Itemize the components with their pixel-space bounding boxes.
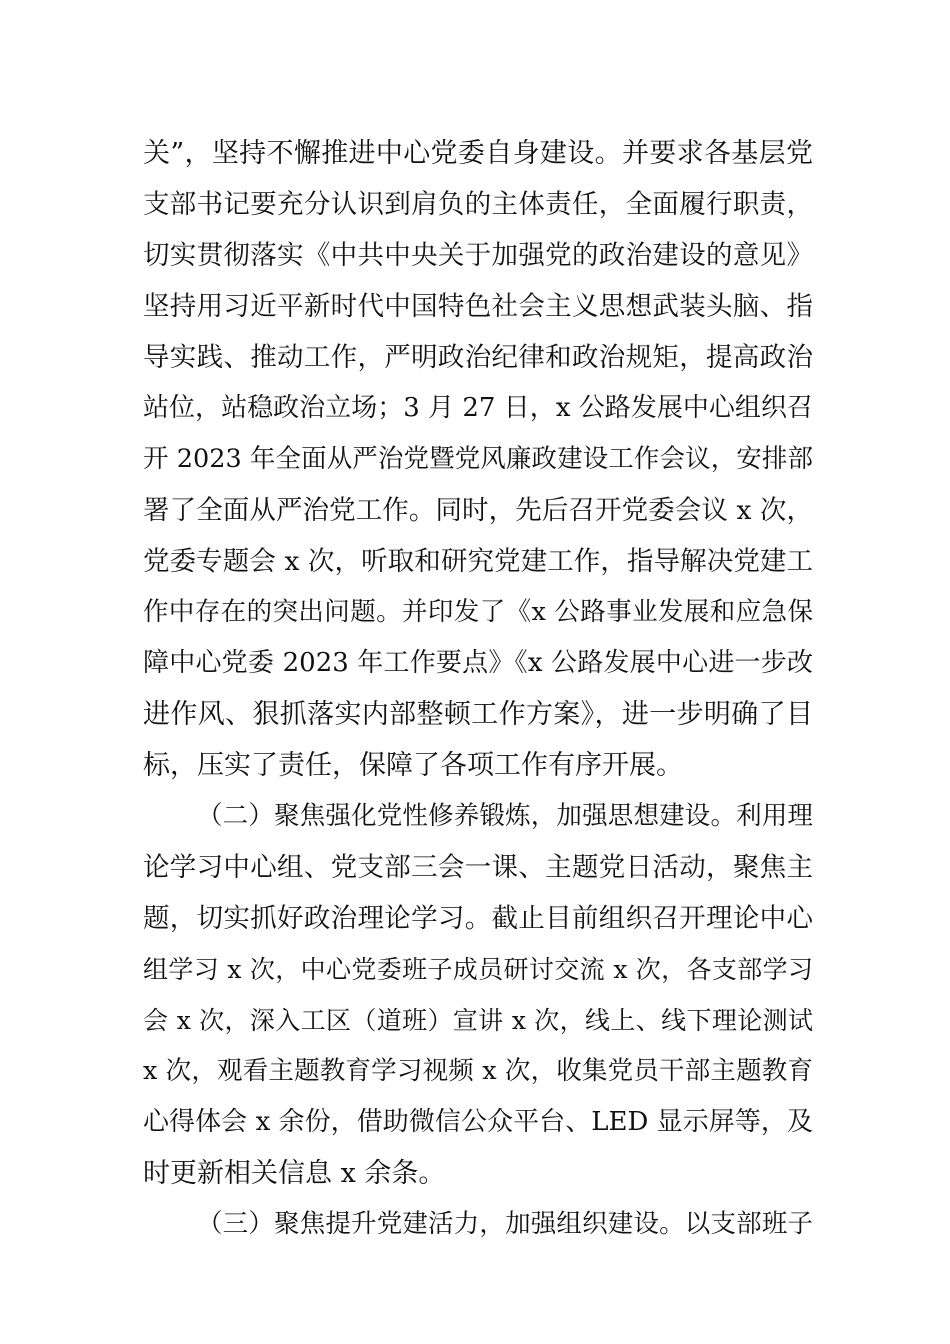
paragraph-line: 开 2023 年全面从严治党暨党风廉政建设工作会议，安排部 <box>143 444 813 474</box>
paragraph-line: 作中存在的突出问题。并印发了《x 公路事业发展和应急保 <box>143 597 813 627</box>
paragraph-line: 标，压实了责任，保障了各项工作有序开展。 <box>143 750 683 781</box>
paragraph-line: 站位，站稳政治立场；3 月 27 日，x 公路发展中心组织召 <box>143 393 813 423</box>
paragraph-line: 论学习中心组、党支部三会一课、主题党日活动，聚焦主 <box>143 852 813 883</box>
paragraph-1 <box>143 128 813 791</box>
paragraph-line: 支部书记要充分认识到肩负的主体责任，全面履行职责， <box>143 189 813 220</box>
paragraph-heading-line: （三）聚焦提升党建活力，加强组织建设。以支部班子 <box>197 1209 813 1239</box>
paragraph-line: 导实践、推动工作，严明政治纪律和政治规矩，提高政治 <box>143 342 813 373</box>
paragraph-line: 党委专题会 x 次，听取和研究党建工作，指导解决党建工 <box>143 546 813 577</box>
paragraph-line: 时更新相关信息 x 余条。 <box>143 1158 446 1189</box>
paragraph-3 <box>143 1199 813 1250</box>
paragraph-line: 会 x 次，深入工区（道班）宣讲 x 次，线上、线下理论测试 <box>143 1006 813 1035</box>
paragraph-line: 坚持用习近平新时代中国特色社会主义思想武装头脑、指 <box>143 291 813 322</box>
paragraph-line: 进作风、狠抓落实内部整顿工作方案》，进一步明确了目 <box>143 699 813 730</box>
paragraph-line: x 次，观看主题教育学习视频 x 次，收集党员干部主题教育 <box>143 1056 813 1086</box>
document-body <box>143 128 813 1250</box>
paragraph-line: 组学习 x 次，中心党委班子成员研讨交流 x 次，各支部学习 <box>143 955 813 984</box>
paragraph-line: 关”，坚持不懈推进中心党委自身建设。并要求各基层党 <box>143 138 813 169</box>
paragraph-2 <box>143 791 813 1199</box>
paragraph-line: 切实贯彻落实《中共中央关于加强党的政治建设的意见》 <box>143 240 813 271</box>
paragraph-line: 署了全面从严治党工作。同时，先后召开党委会议 x 次， <box>143 495 813 526</box>
paragraph-line: 题，切实抓好政治理论学习。截止目前组织召开理论中心 <box>143 903 813 934</box>
paragraph-heading-line: （二）聚焦强化党性修养锻炼，加强思想建设。利用理 <box>197 801 813 831</box>
paragraph-line: 障中心党委 2023 年工作要点》《x 公路发展中心进一步改 <box>143 648 813 678</box>
paragraph-line: 心得体会 x 余份，借助微信公众平台、LED 显示屏等，及 <box>143 1107 813 1137</box>
